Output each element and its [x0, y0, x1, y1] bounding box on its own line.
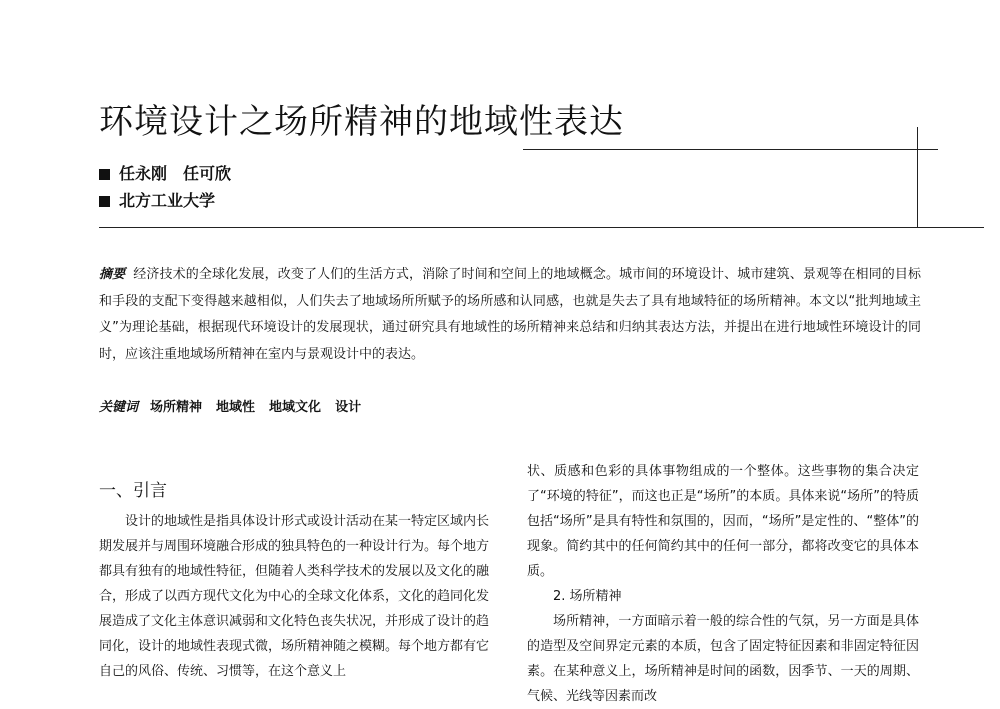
bullet-square-icon	[99, 196, 110, 207]
keywords-label: 关键词	[99, 400, 139, 415]
body-paragraph: 设计的地域性是指具体设计形式或设计活动在某一特定区域内长期发展并与周围环境融合形成的独具特色的一种设计行为。每个地方都具有独有的地域性特征，但随着人类科学技术的发展以及文化的融合，形成了以西方现代文化为中心的全球文化体系，文化的趋同化发展造成了文化主体意识减弱和文化特色丧失状况，并形成了设计的趋同化，设计的地域性表现式微，场所精神随之模糊。每个地方都有它自己的风俗、传统、习惯等，在这个意义上	[99, 514, 490, 679]
keyword: 地域文化	[269, 400, 322, 415]
keyword: 场所精神	[150, 400, 203, 415]
body-paragraph: 场所精神，一方面暗示着一般的综合性的气氛，另一方面是具体的造型及空间界定元素的本质，包含了固定特征因素和非固定特征因素。在某种意义上，场所精神是时间的函数，因季节、一天的周期、气候、光线等因素而改	[527, 614, 919, 704]
affiliation: 北方工业大学	[119, 191, 216, 210]
authors: 任永刚 任可欣	[119, 164, 232, 183]
keyword: 设计	[335, 400, 362, 415]
abstract-label: 摘要	[99, 267, 126, 282]
keywords	[99, 396, 375, 415]
abstract	[99, 262, 921, 368]
header-rule-vertical	[917, 127, 918, 228]
header-rule-bottom	[99, 227, 984, 228]
authors-line	[99, 161, 231, 184]
left-column	[99, 476, 489, 684]
affiliation-line	[99, 188, 215, 211]
header-rule-top	[523, 149, 938, 150]
subsection-heading: 2. 场所精神	[553, 589, 622, 604]
keyword: 地域性	[216, 400, 256, 415]
bullet-square-icon	[99, 169, 110, 180]
section-heading-introduction: 一、引言	[99, 481, 167, 501]
paper-title: 环境设计之场所精神的地域性表达	[99, 102, 624, 142]
body-paragraph: 状、质感和色彩的具体事物组成的一个整体。这些事物的集合决定了“环境的特征”，而这也正是“场所”的本质。具体来说“场所”的特质包括“场所”是具有特性和氛围的，因而，“场所”是定性的、“整体”的现象。简约其中的任何简约其中的任何一部分，都将改变它的具体本质。	[527, 464, 919, 579]
abstract-text: 经济技术的全球化发展，改变了人们的生活方式，消除了时间和空间上的地域概念。城市间的环境设计、城市建筑、景观等在相同的目标和手段的支配下变得越来越相似，人们失去了地域场所所赋予的场所感和认同感，也就是失去了具有地域特征的场所精神。本文以“批判地域主义”为理论基础，根据现代环境设计的发展现状，通过研究具有地域性的场所精神来总结和归纳其表达方法，并提出在进行地域性环境设计的同时，应该注重地域场所精神在室内与景观设计中的表达。	[99, 267, 921, 362]
right-column	[527, 459, 919, 709]
